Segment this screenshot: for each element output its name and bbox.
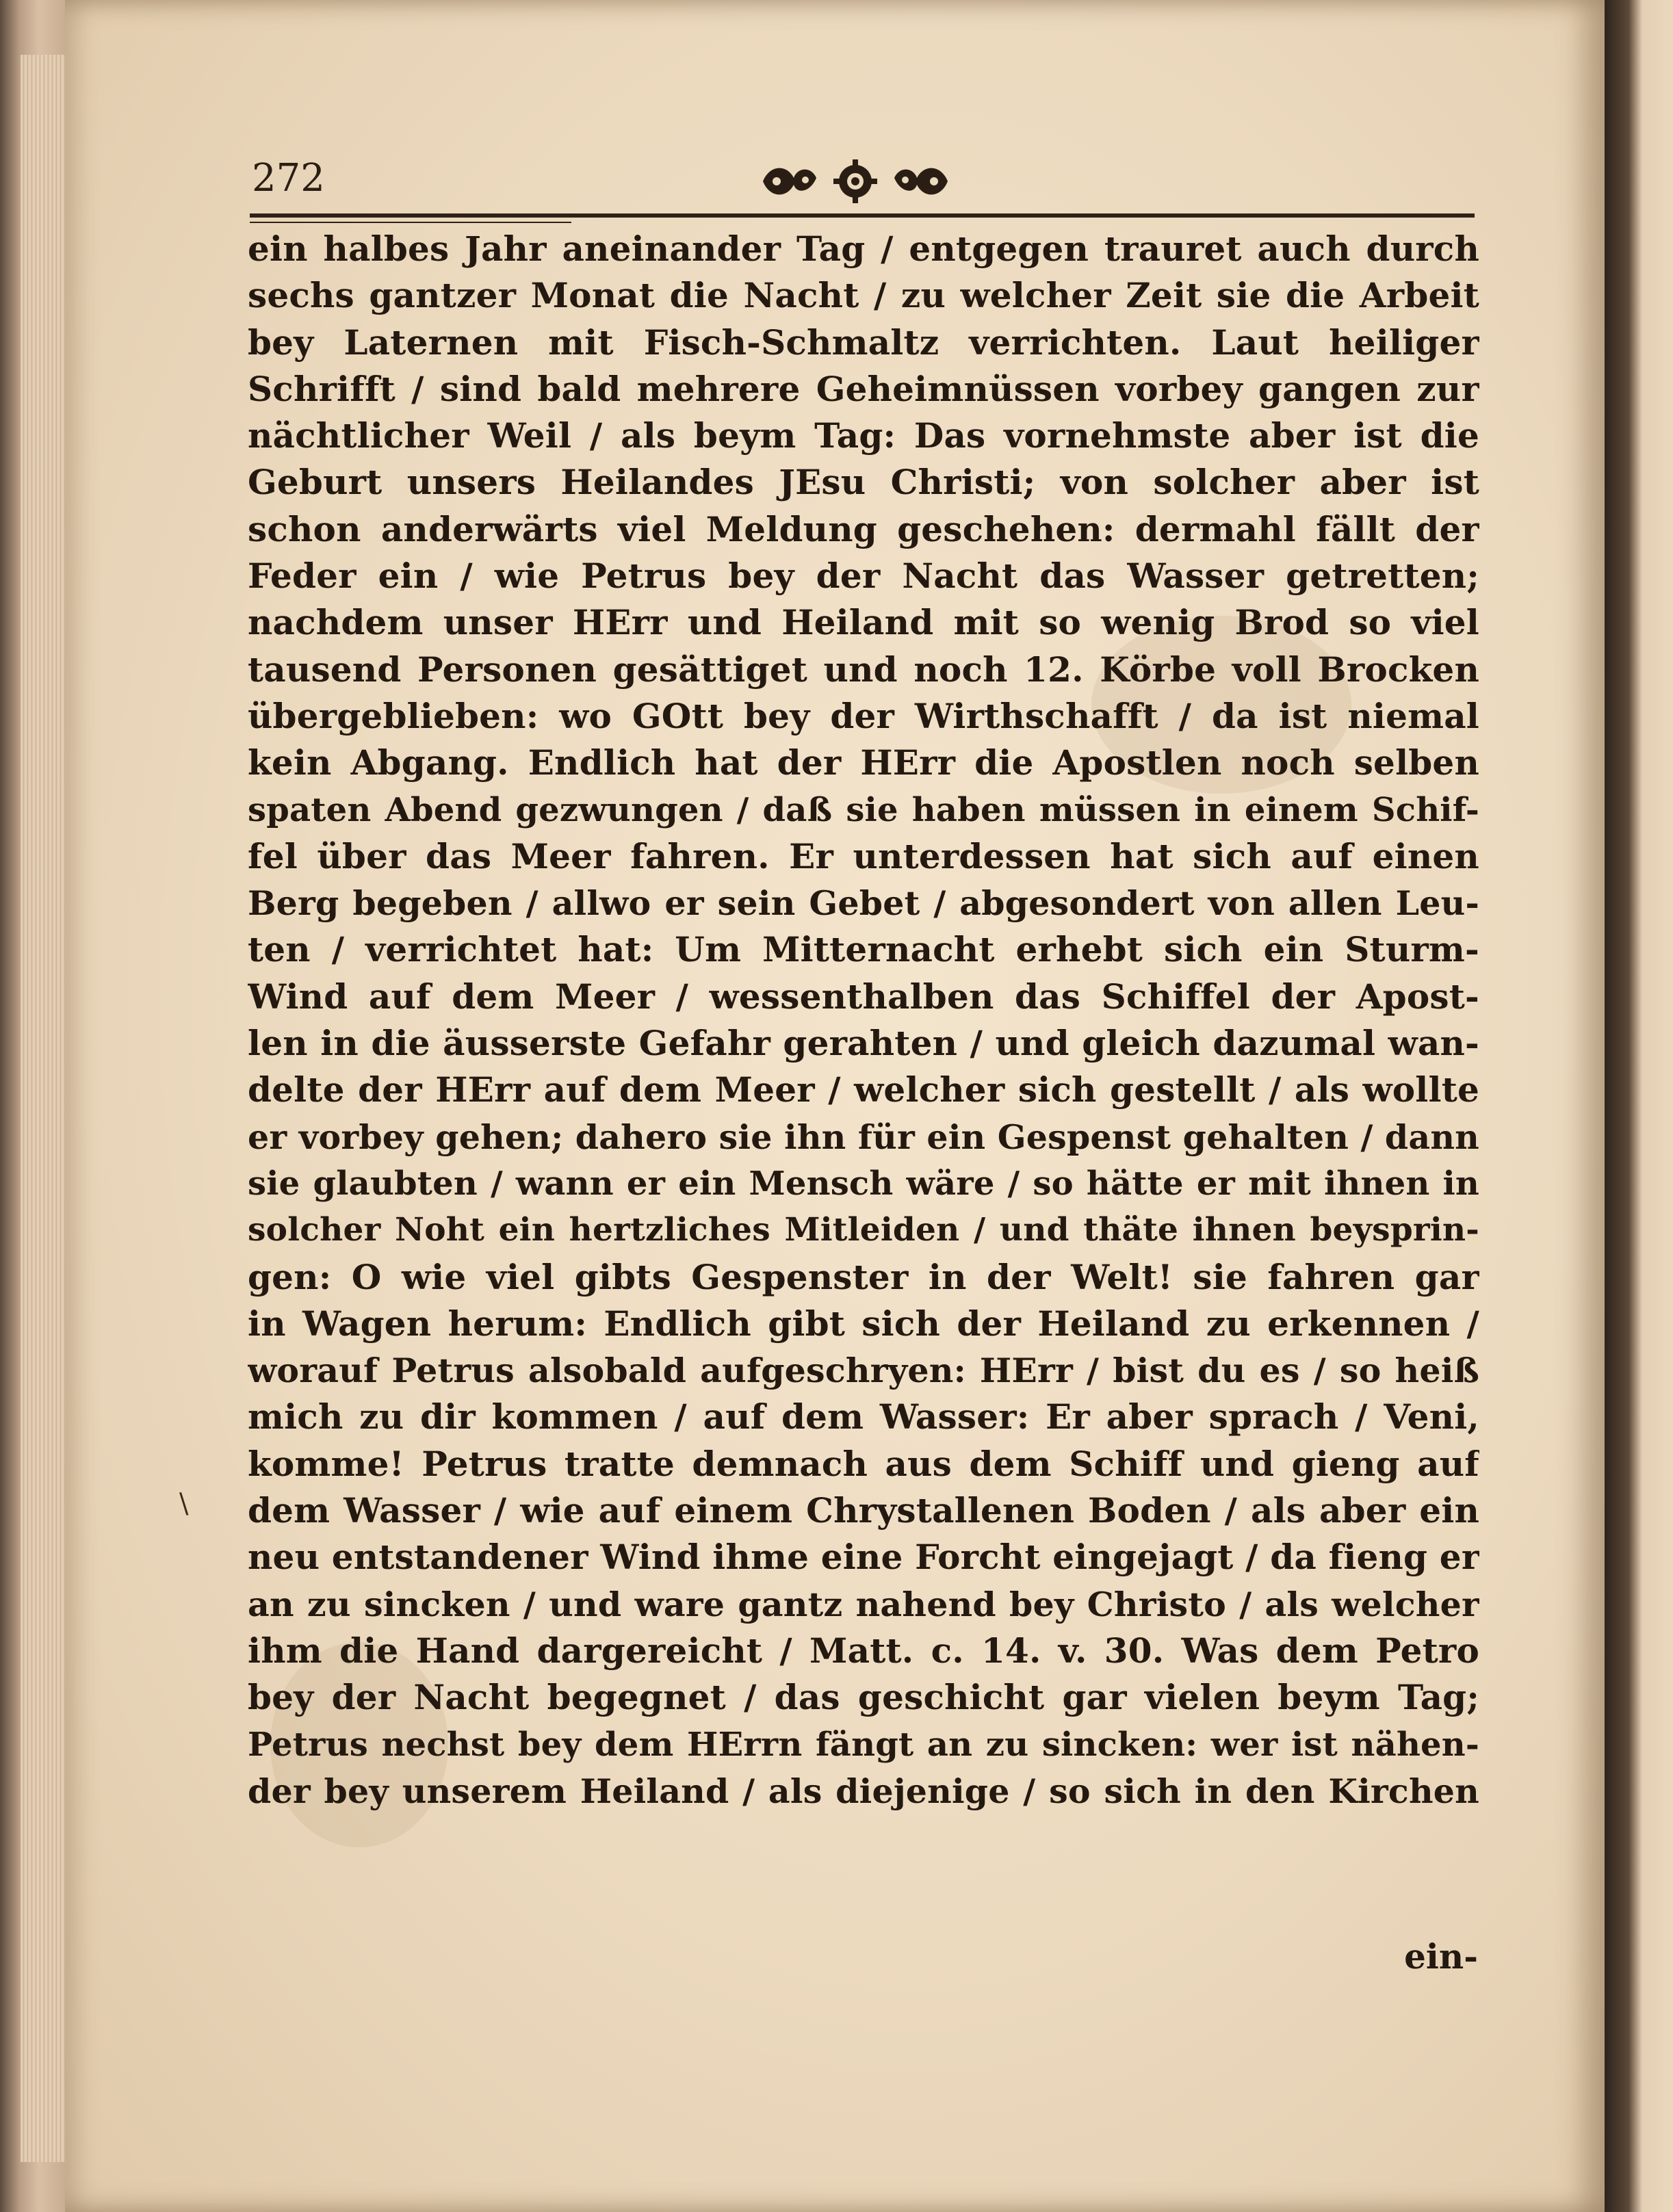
page-number: 272 — [252, 156, 325, 200]
text-line: an zu sincken / und ware gantz nahend bey Christo / als welcher — [248, 1584, 1479, 1624]
text-line: fel über das Meer fahren. Er unterdessen hat sich auf einen — [248, 835, 1479, 876]
header-rule — [250, 213, 1475, 218]
text-line: ein halbes Jahr aneinander Tag / entgegen trauret auch durch — [248, 229, 1479, 269]
text-line: Schrifft / sind bald mehrere Geheimnüssen vorbey gangen zur — [248, 368, 1479, 409]
text-line: spaten Abend gezwungen / daß sie haben müssen in einem Schif- — [248, 790, 1479, 829]
text-line: ten / verrichtet hat: Um Mitternacht erhebt sich ein Sturm- — [248, 929, 1479, 970]
text-line: er vorbey gehen; dahero sie ihn für ein Gespenst gehalten / dann — [248, 1117, 1479, 1157]
text-line: len in die äusserste Gefahr gerahten / und gleich dazumal wan- — [248, 1023, 1479, 1064]
text-line: Wind auf dem Meer / wessenthalben das Schiffel der Apost- — [248, 976, 1479, 1017]
text-line: sie glaubten / wann er ein Mensch wäre / so hätte er mit ihnen in — [248, 1164, 1479, 1203]
text-line: bey der Nacht begegnet / das geschicht gar vielen beym Tag; — [248, 1677, 1479, 1718]
text-line: der bey unserem Heiland / als diejenige / so sich in den Kirchen — [248, 1771, 1479, 1811]
facing-page-edge — [1605, 0, 1673, 2212]
text-line: nachdem unser HErr und Heiland mit so wenig Brod so viel — [248, 602, 1479, 643]
text-line: Geburt unsers Heilandes JEsu Christi; von solcher aber ist — [248, 462, 1479, 503]
text-line: delte der HErr auf dem Meer / welcher sich gestellt / als wollte — [248, 1069, 1479, 1110]
text-line: ihm die Hand dargereicht / Matt. c. 14. v. 30. Was dem Petro — [248, 1630, 1479, 1671]
text-line: nächtlicher Weil / als beym Tag: Das vornehmste aber ist die — [248, 415, 1479, 456]
text-line: schon anderwärts viel Meldung geschehen: dermahl fällt der — [248, 508, 1479, 549]
header-ornament-icon — [756, 157, 955, 205]
text-line: gen: O wie viel gibts Gespenster in der Welt! sie fahren gar — [248, 1256, 1479, 1297]
margin-mark: \ — [179, 1488, 189, 1520]
body-text — [248, 226, 1479, 1814]
text-line: dem Wasser / wie auf einem Chrystallenen Boden / als aber ein — [248, 1490, 1479, 1531]
text-line: komme! Petrus tratte demnach aus dem Schiff und gieng auf — [248, 1443, 1479, 1484]
text-line: solcher Noht ein hertzliches Mitleiden / und thäte ihnen beysprin- — [248, 1211, 1479, 1249]
page-stack-edge — [21, 55, 68, 2162]
text-line: kein Abgang. Endlich hat der HErr die Apostlen noch selben — [248, 742, 1479, 783]
text-line: worauf Petrus alsobald aufgeschryen: HErr / bist du es / so heiß — [248, 1351, 1479, 1391]
text-line: sechs gantzer Monat die Nacht / zu welcher Zeit sie die Arbeit — [248, 275, 1479, 316]
text-line: neu entstandener Wind ihme eine Forcht eingejagt / da fieng er — [248, 1537, 1479, 1578]
text-line: tausend Personen gesättiget und noch 12. Körbe voll Brocken — [248, 649, 1479, 690]
text-line: bey Laternen mit Fisch-Schmaltz verrichten. Laut heiliger — [248, 322, 1479, 363]
text-line: mich zu dir kommen / auf dem Wasser: Er aber sprach / Veni, — [248, 1396, 1479, 1437]
catchword: ein- — [1404, 1936, 1478, 1977]
header-rule-thin — [250, 222, 571, 223]
text-line: übergeblieben: wo GOtt bey der Wirthschafft / da ist niemal — [248, 695, 1479, 736]
text-line: Berg begeben / allwo er sein Gebet / abgesondert von allen Leu- — [248, 883, 1479, 924]
text-line: Petrus nechst bey dem HErrn fängt an zu sincken: wer ist nähen- — [248, 1725, 1479, 1764]
text-line: Feder ein / wie Petrus bey der Nacht das Wasser getretten; — [248, 556, 1479, 597]
text-line: in Wagen herum: Endlich gibt sich der Heiland zu erkennen / — [248, 1303, 1479, 1344]
